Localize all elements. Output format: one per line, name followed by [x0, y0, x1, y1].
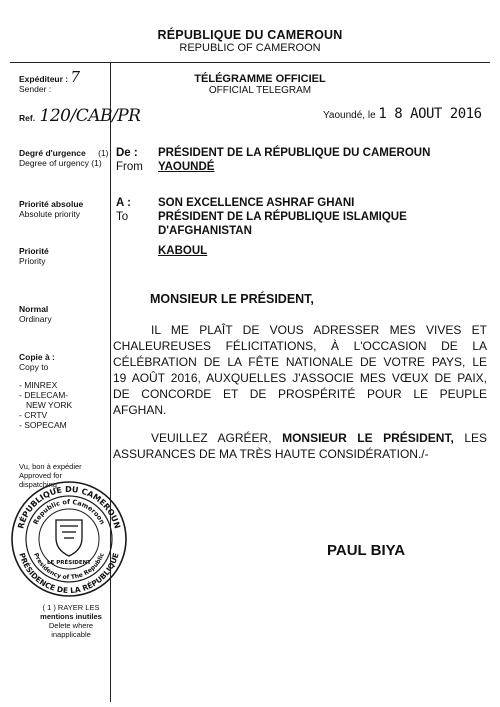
to-label — [116, 196, 131, 224]
copy-en: Copy to — [19, 362, 49, 372]
para1-line: IL ME PLAÎT DE VOUS ADRESSER MES VIVES ET — [151, 323, 487, 337]
expediteur-value: 7 — [70, 68, 80, 86]
copy-item: - SOPECAM — [19, 420, 67, 430]
from-block — [158, 146, 430, 174]
seal-outer-top: RÉPUBLIQUE DU CAMEROUN — [16, 484, 122, 530]
paragraph-1 — [113, 322, 487, 418]
footnote-en-1: Delete where — [48, 621, 94, 630]
ref-value: 120/CAB/PR — [39, 106, 141, 126]
priority-block — [19, 246, 49, 266]
to-line-1: SON EXCELLENCE ASHRAF GHANI — [158, 197, 355, 209]
ref-block — [19, 106, 140, 126]
urgency-block — [19, 148, 109, 168]
date-stamp: 1 8 AOUT 2016 — [378, 106, 482, 122]
from-label — [116, 146, 143, 174]
place-date-prefix: Yaoundé, le — [323, 110, 376, 121]
seal-center: LE PRÉSIDENT — [47, 560, 91, 566]
copy-item: NEW YORK — [26, 400, 73, 410]
para2-start: VEUILLEZ AGRÉER, — [151, 431, 272, 445]
absolute-priority-block — [19, 199, 83, 219]
approved-en-2: dispatching — [19, 480, 57, 489]
to-city: KABOUL — [158, 245, 208, 257]
seal-inner-top: Republic of Cameroon — [31, 497, 107, 526]
seal-inner-bottom: Presidency of The Republic — [32, 551, 106, 582]
to-label-fr: A : — [116, 197, 131, 209]
presidential-seal-stamp — [10, 480, 128, 598]
svg-text:PRÉSIDENCE DE LA RÉPUBLIQUE — [17, 552, 120, 595]
place-date — [323, 106, 482, 122]
sender-label: Sender : — [19, 84, 52, 94]
telegram-title-block — [150, 73, 370, 96]
to-label-en: To — [116, 211, 129, 223]
copy-item: - MINREX — [19, 380, 58, 390]
copy-item: - DELECAM- — [19, 390, 69, 400]
normal-block — [19, 304, 52, 324]
absolute-priority-en: Absolute priority — [19, 209, 80, 219]
republic-title-en: REPUBLIC OF CAMEROON — [179, 42, 321, 54]
copy-item: - CRTV — [19, 410, 48, 420]
para1-line: DE CONCORDE ET DE PROSPÉRITÉ POUR LE PEUPLE — [113, 387, 487, 401]
seal-outer-bottom: PRÉSIDENCE DE LA RÉPUBLIQUE — [17, 551, 121, 596]
copy-list — [19, 380, 72, 430]
footnote-fr-1: ( 1 ) RAYER LES — [42, 603, 100, 612]
footnote-block — [36, 603, 106, 639]
para2-bold: MONSIEUR LE PRÉSIDENT, — [282, 431, 454, 445]
from-city: YAOUNDÉ — [158, 161, 215, 173]
telegram-title-en: OFFICIAL TELEGRAM — [208, 85, 312, 96]
para2-end: LES — [464, 431, 487, 445]
signature: PAUL BIYA — [327, 542, 406, 559]
para1-line: 19 AOÛT 2016, AUXQUELLES J'ASSOCIE MES VŒUX DE PAIX, — [113, 371, 487, 385]
copy-block — [19, 352, 55, 372]
urgency-label-en: Degree of urgency (1) — [19, 158, 102, 168]
approved-fr: Vu, bon à expédier — [19, 462, 82, 471]
para1-line: CHALEUREUSES FÉLICITATIONS, À L'OCCASION DE LA — [113, 339, 487, 353]
sender-block — [19, 68, 80, 94]
svg-text:RÉPUBLIQUE DU CAMEROUN — [16, 485, 122, 530]
priority-en: Priority — [19, 256, 46, 266]
urgency-note: (1) — [98, 148, 109, 158]
paragraph-2 — [113, 430, 487, 462]
from-label-fr: De : — [116, 147, 138, 159]
urgency-label-fr: Degré d'urgence — [19, 148, 86, 158]
priority-fr: Priorité — [19, 246, 49, 256]
para1-line: AFGHAN. — [113, 403, 167, 417]
to-line-3: D'AFGHANISTAN — [158, 225, 252, 237]
copy-fr: Copie à : — [19, 352, 55, 362]
from-name: PRÉSIDENT DE LA RÉPUBLIQUE DU CAMEROUN — [158, 147, 431, 159]
normal-fr: Normal — [19, 304, 49, 314]
absolute-priority-fr: Priorité absolue — [19, 199, 84, 209]
to-block — [158, 196, 407, 258]
footnote-en-2: inapplicable — [51, 630, 91, 639]
para1-line: CÉLÉBRATION DE LA FÊTE NATIONALE DE VOTRE PAYS, LE — [113, 355, 487, 369]
ref-label: Ref. — [19, 113, 36, 123]
sidebar-divider — [110, 62, 111, 702]
republic-title-fr: RÉPUBLIQUE DU CAMEROUN — [157, 28, 343, 42]
salutation: MONSIEUR LE PRÉSIDENT, — [150, 292, 314, 306]
expediteur-label: Expéditeur : — [19, 74, 69, 84]
approved-en-1: Approved for — [19, 471, 62, 480]
from-label-en: From — [116, 161, 143, 173]
to-line-2: PRÉSIDENT DE LA RÉPUBLIQUE ISLAMIQUE — [158, 211, 407, 223]
top-divider — [10, 62, 490, 63]
para2-line-2: ASSURANCES DE MA TRÈS HAUTE CONSIDÉRATION./- — [113, 447, 429, 461]
telegram-title-fr: TÉLÉGRAMME OFFICIEL — [194, 73, 326, 85]
normal-en: Ordinary — [19, 314, 52, 324]
footnote-fr-2: mentions inutiles — [40, 612, 102, 621]
